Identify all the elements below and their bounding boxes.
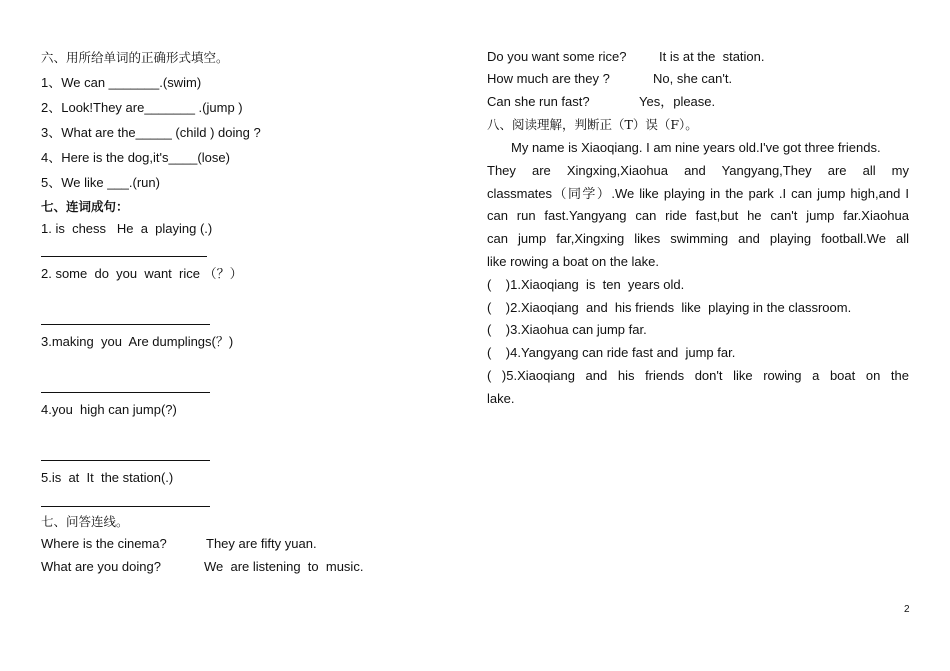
passage-line-1: My name is Xiaoqiang. I am nine years old.I've got three friends. (511, 140, 881, 155)
passage-line-4: can run fast.Yangyang can ride fast,but he can't jump far.Xiaohua (487, 208, 909, 223)
answer-line-4 (41, 460, 210, 461)
passage-line-6: like rowing a boat on the lake. (487, 254, 659, 269)
reorder-item-3: 3.making you Are dumplings(？) (41, 334, 234, 349)
passage-line-2: They are Xingxing,Xiaohua and Yangyang,They are all my (487, 163, 909, 178)
match-question-1: Where is the cinema? (41, 536, 167, 551)
reorder-item-1: 1. is chess He a playing (.) (41, 221, 213, 236)
fill-item-2: 2、Look!They are_______ .(jump ) (41, 100, 243, 115)
section7-title: 七、连词成句： (41, 199, 129, 214)
match-answer-1: They are fifty yuan. (206, 536, 317, 551)
fill-item-5: 5、We like ___.(run) (41, 175, 160, 190)
tf-item-5: ( )5.Xiaoqiang and his friends don't like rowing a boat on the (487, 368, 909, 383)
match-answer-5: Yes，please. (639, 94, 716, 109)
match-question-3: Do you want some rice? (487, 49, 627, 64)
match-question-2: What are you doing? (41, 559, 161, 574)
match-answer-3: It is at the station. (659, 49, 765, 64)
match-answer-2: We are listening to music. (204, 559, 364, 574)
tf-item-3: ( )3.Xiaohua can jump far. (487, 322, 647, 337)
answer-line-5 (41, 506, 210, 507)
section8-title: 八、阅读理解，判断正（T）误（F）。 (487, 117, 698, 132)
page-number: 2 (904, 604, 910, 615)
section6-title: 六、用所给单词的正确形式填空。 (41, 50, 229, 65)
match-question-4: How much are they ? (487, 71, 610, 86)
passage-line-3: classmates（同学）.We like playing in the park .I can jump high,and I (487, 186, 909, 201)
answer-line-2 (41, 324, 210, 325)
answer-line-1 (41, 256, 207, 257)
tf-item-1: ( )1.Xiaoqiang is ten years old. (487, 277, 685, 292)
tf-item-5-cont: lake. (487, 391, 515, 406)
reorder-item-2: 2. some do you want rice （？） (41, 266, 243, 281)
section7b-title: 七、问答连线。 (41, 514, 129, 529)
reorder-item-4: 4.you high can jump(?) (41, 402, 177, 417)
tf-item-4: ( )4.Yangyang can ride fast and jump far. (487, 345, 736, 360)
match-question-5: Can she run fast? (487, 94, 590, 109)
reorder-item-5: 5.is at It the station(.) (41, 470, 174, 485)
tf-item-2: ( )2.Xiaoqiang and his friends like playing in the classroom. (487, 300, 852, 315)
match-answer-4: No, she can't. (653, 71, 733, 86)
fill-item-4: 4、Here is the dog,it's____(lose) (41, 150, 230, 165)
passage-line-5: can jump far,Xingxing likes swimming and playing football.We all (487, 231, 909, 246)
fill-item-1: 1、We can _______.(swim) (41, 75, 202, 90)
fill-item-3: 3、What are the_____ (child ) doing ? (41, 125, 261, 140)
answer-line-3 (41, 392, 210, 393)
